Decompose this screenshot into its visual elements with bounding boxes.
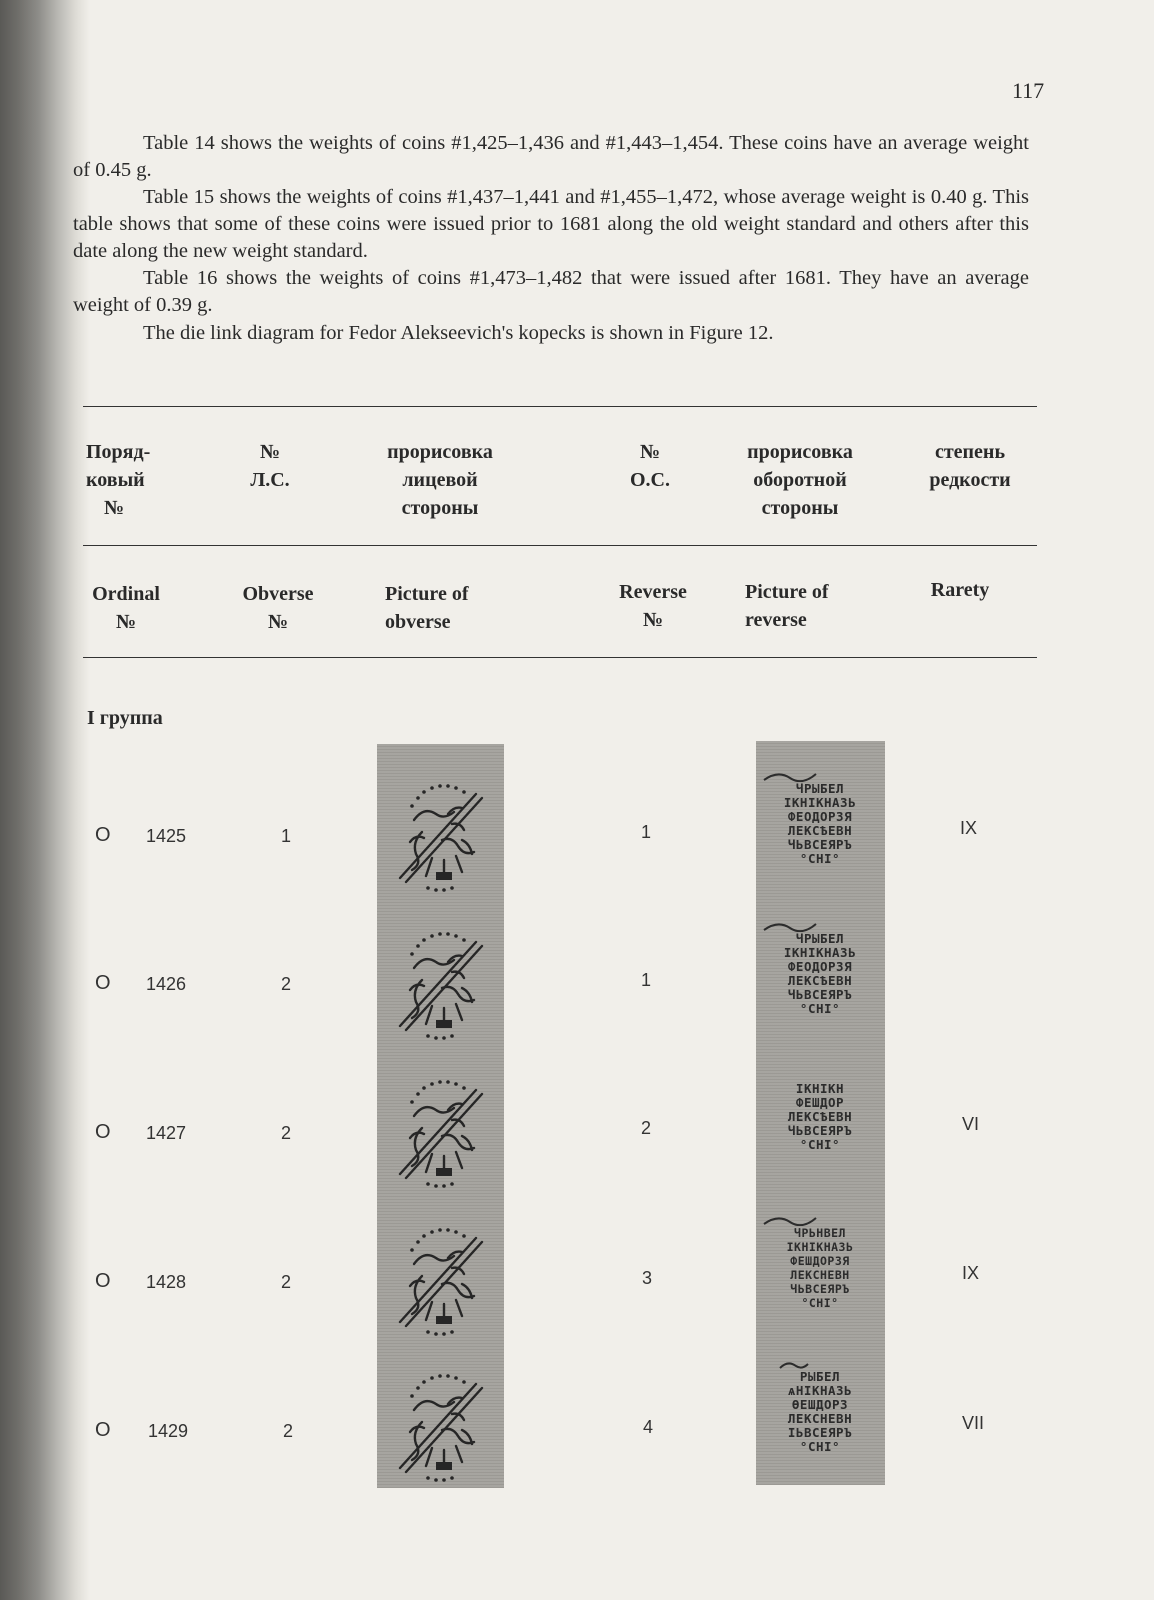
paragraph-table-16: Table 16 shows the weights of coins #1,473–1,482 that were issued after 1681. They have an average weight of 0.39 g. [73,267,1029,316]
row-4-titlo-mark [760,1216,820,1226]
row-4-reverse-line: °СНІ° [801,1296,839,1310]
row-5-reverse-number: 4 [643,1417,654,1437]
row-5-reverse-line: ѧНІКНАЗЬ [787,1383,853,1398]
row-1-ordinal: 1425 [146,826,187,846]
row-4-obverse-number: 2 [281,1272,292,1292]
row-5-rarity: VII [962,1413,985,1433]
row-1-reverse-line: ЧЬВСЕЯРЪ [787,837,853,852]
row-4-marker: O [95,1270,111,1292]
row-2-reverse-line: ЧРЫБЕЛ [795,931,845,946]
row-4-reverse-line: ІКНІКНАЗЬ [786,1240,854,1254]
header-en-reverse-picture: Picture of reverse [745,581,829,631]
row-4-reverse-line: ФЕШДОРЗЯ [790,1254,850,1268]
row-3-marker: O [95,1121,111,1143]
row-4-ordinal: 1428 [146,1272,187,1292]
row-1-obverse-picture [392,780,488,892]
row-2-reverse-line: °СНІ° [799,1001,841,1016]
row-2-reverse-picture [760,922,880,1016]
row-3-obverse-number: 2 [281,1123,292,1143]
header-en-reverse-number: Reverse № [619,581,687,631]
row-3-reverse-line: ЧЬВСЕЯРЪ [787,1123,853,1138]
paragraph-die-link: The die link diagram for Fedor Alekseevich's kopecks is shown in Figure 12. [143,322,774,344]
row-3-obverse-picture [392,1076,488,1188]
row-2-reverse-line: ЧЬВСЕЯРЪ [787,987,853,1002]
row-5-obverse-picture [392,1370,488,1482]
row-1-reverse-line: ЧРЫБЕЛ [795,781,845,796]
row-2-reverse-line: ЛЕКСѢЕВН [787,973,853,988]
row-4-reverse-picture [760,1216,880,1310]
header-en-ordinal: Ordinal № [92,583,160,633]
row-3-reverse-picture [760,1082,880,1152]
group-label: I группа [87,707,163,729]
row-5-marker: O [95,1419,111,1441]
row-5-reverse-line: ЛЕКСНЕВН [787,1411,853,1426]
row-1-rarity: IX [960,818,978,838]
row-4-reverse-line: ЛЕКСНЕВН [790,1268,850,1282]
header-en-obverse-picture: Picture of obverse [385,583,469,633]
row-1-reverse-line: ЛЕКСѢЕВН [787,823,853,838]
row-4-reverse-number: 3 [642,1268,653,1288]
row-5-reverse-line: РЫБЕЛ [799,1369,841,1384]
row-1-reverse-picture [760,772,880,866]
row-1-reverse-line: ІКНІКНАЗЬ [783,795,857,810]
row-3-ordinal: 1427 [146,1123,187,1143]
row-4-reverse-line: ЧРЬНВЕЛ [794,1226,846,1240]
header-ru-ordinal: Поряд- ковый № [86,441,151,519]
header-ru-reverse-number: № О.С. [630,441,670,491]
row-5-reverse-picture [760,1360,880,1454]
row-3-reverse-line: ІКНІКН [795,1081,845,1096]
header-en-rarity: Rarety [930,579,990,601]
row-1-reverse-line: ФЕОДОРЗЯ [787,809,853,824]
paragraph-table-14: Table 14 shows the weights of coins #1,425–1,436 and #1,443–1,454. These coins have an average weight of 0.45 g. [73,132,1029,181]
header-ru-rarity: степень редкости [929,441,1011,491]
row-5-reverse-line: ІЬВСЕЯРЪ [787,1425,853,1440]
row-5-reverse-line: °СНІ° [799,1439,841,1454]
header-en-obverse-number: Obverse № [242,583,314,633]
row-5-ordinal: 1429 [148,1421,189,1441]
table-header-bottom-rule [83,657,1037,658]
row-2-reverse-number: 1 [641,970,652,990]
row-2-marker: O [95,972,111,994]
header-ru-reverse-picture: прорисовка оборотной стороны [747,441,853,519]
row-3-reverse-number: 2 [641,1118,652,1138]
row-2-reverse-line: ФЕОДОРЗЯ [787,959,853,974]
row-3-reverse-line: ЛЕКСѢЕВН [787,1109,853,1124]
row-4-obverse-picture [392,1224,488,1336]
row-1-marker: O [95,824,111,846]
header-ru-obverse-number: № Л.С. [250,441,290,491]
row-1-obverse-number: 1 [281,826,292,846]
table-top-rule [83,406,1037,407]
row-2-obverse-picture [392,928,488,1040]
row-3-rarity: VI [962,1114,980,1134]
row-1-reverse-number: 1 [641,822,652,842]
row-3-reverse-line: °СНІ° [799,1137,841,1152]
row-2-obverse-number: 2 [281,974,292,994]
row-5-reverse-line: ѲЕШДОРЗ [791,1397,849,1412]
page-number: 117 [1012,78,1045,103]
row-2-reverse-line: ІКНІКНАЗЬ [783,945,857,960]
paragraph-table-15: Table 15 shows the weights of coins #1,437–1,441 and #1,455–1,472, whose average weight is 0.40 g. This table shows that some of these coins were issued prior to 1681 along the old weight standard and others after this date along the new weight standard. [73,186,1029,262]
row-1-reverse-line: °СНІ° [799,851,841,866]
row-5-obverse-number: 2 [283,1421,294,1441]
row-2-ordinal: 1426 [146,974,187,994]
table-mid-rule [83,545,1037,546]
row-4-reverse-line: ЧЬВСЕЯРЪ [790,1282,850,1296]
header-ru-obverse-picture: прорисовка лицевой стороны [387,441,493,519]
row-3-reverse-line: ФЕШДОР [795,1095,845,1110]
row-4-rarity: IX [962,1263,980,1283]
